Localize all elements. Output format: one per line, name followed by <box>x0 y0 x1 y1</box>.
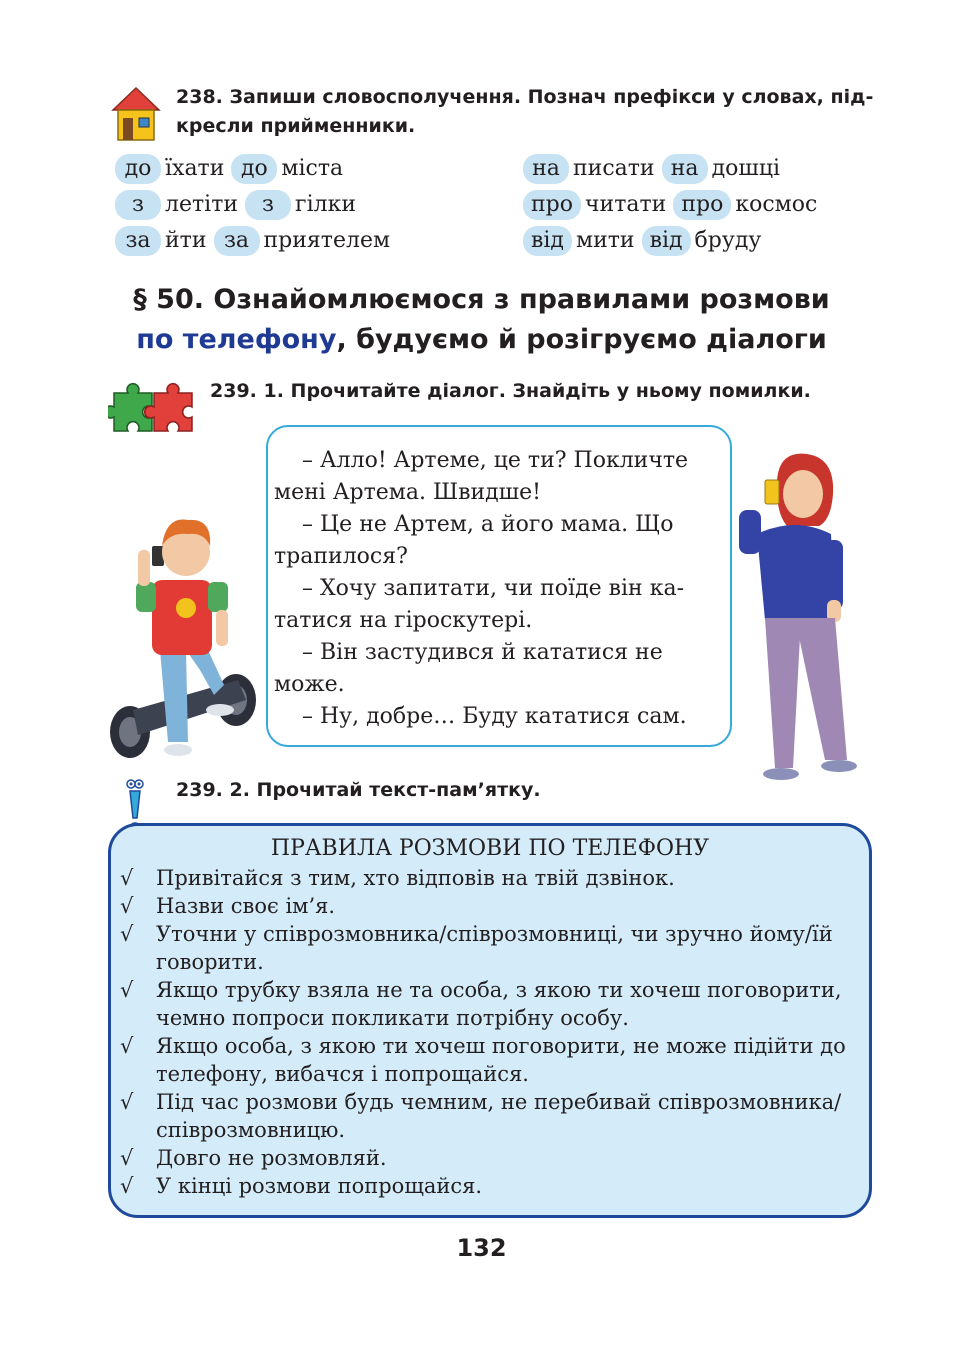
rule-item: √ Довго не розмовляй. <box>120 1146 387 1170</box>
prefix-pill: на <box>523 154 569 184</box>
task-239-2-heading: 239. 2. Прочитай текст-пам’ятку. <box>176 779 541 801</box>
prefix-pill: від <box>523 226 572 256</box>
prefix-pill: за <box>115 226 161 256</box>
prefix-pill: з <box>115 190 161 220</box>
phrase-row: з летіти з гілки <box>115 190 356 220</box>
preposition-pill: про <box>673 190 731 220</box>
rule-item: √ Якщо особа, з якою ти хочеш поговорити, не може підійти до телефону, вибачся і попрощайся. <box>120 1034 846 1086</box>
check-mark-icon: √ <box>120 1174 134 1198</box>
boy-on-hoverboard-illustration <box>108 510 268 765</box>
phrase-row: до їхати до міста <box>115 154 343 184</box>
rules-title: ПРАВИЛА РОЗМОВИ ПО ТЕЛЕФОНУ <box>270 836 710 861</box>
preposition-pill: за <box>214 226 260 256</box>
prefix-pill: до <box>115 154 161 184</box>
dialog-line: – Ну, добре… Буду кататися сам. <box>302 704 687 729</box>
dialog-line: може. <box>274 672 345 697</box>
task-238-heading: 238. Запиши словосполучення. Познач префікси у словах, під- кресли прийменники. <box>176 86 874 137</box>
dialog-line: – Хочу запитати, чи поїде він ка- <box>302 576 685 601</box>
dialog-line: мені Артема. Швидше! <box>274 480 541 505</box>
section-title-line2: по телефону, будуємо й розігруємо діалоги <box>136 324 827 355</box>
check-mark-icon: √ <box>120 1090 134 1114</box>
task-239-1-heading: 239. 1. Прочитайте діалог. Знайдіть у ньому помилки. <box>210 380 811 402</box>
phrase-row: за йти за приятелем <box>115 226 390 256</box>
rule-item: √ Привітайся з тим, хто відповів на твій дзвінок. <box>120 866 675 890</box>
rule-item: √ Під час розмови будь чемним, не перебивай співрозмовника/ співрозмовницю. <box>120 1090 842 1142</box>
dialog-line: – Він застудився й кататися не <box>302 640 663 665</box>
check-mark-icon: √ <box>120 922 134 946</box>
preposition-pill: на <box>662 154 708 184</box>
page-number: 132 <box>456 1234 507 1262</box>
preposition-pill: від <box>642 226 691 256</box>
check-mark-icon: √ <box>120 1034 134 1058</box>
rule-item: √ У кінці розмови попрощайся. <box>120 1174 483 1198</box>
section-title-line1: § 50. Ознайомлюємося з правилами розмови <box>133 284 830 315</box>
puzzle-icon <box>108 383 200 439</box>
house-icon <box>111 86 161 142</box>
dialog-line: – Алло! Артеме, це ти? Покличте <box>302 448 689 473</box>
dialog-line: татися на гіроскутері. <box>274 608 533 633</box>
check-mark-icon: √ <box>120 866 134 890</box>
rule-item: √ Якщо трубку взяла не та особа, з якою ти хочеш поговорити, чемно попроси покликати потрібну особу. <box>120 978 842 1030</box>
rule-item: √ Назви своє ім’я. <box>120 894 336 918</box>
dialog-line: – Це не Артем, а його мама. Що <box>302 512 674 537</box>
phrase-row: від мити від бруду <box>523 226 761 256</box>
rule-item: √ Уточни у співрозмовника/співрозмовниці, чи зручно йому/їй говорити. <box>120 922 833 974</box>
preposition-pill: з <box>245 190 291 220</box>
phrase-row: про читати про космос <box>523 190 817 220</box>
check-mark-icon: √ <box>120 978 134 1002</box>
preposition-pill: до <box>231 154 277 184</box>
dialog-line: трапилося? <box>274 544 408 569</box>
phrase-row: на писати на дошці <box>523 154 780 184</box>
prefix-pill: про <box>523 190 581 220</box>
check-mark-icon: √ <box>120 894 134 918</box>
check-mark-icon: √ <box>120 1146 134 1170</box>
woman-on-phone-illustration <box>735 450 865 785</box>
